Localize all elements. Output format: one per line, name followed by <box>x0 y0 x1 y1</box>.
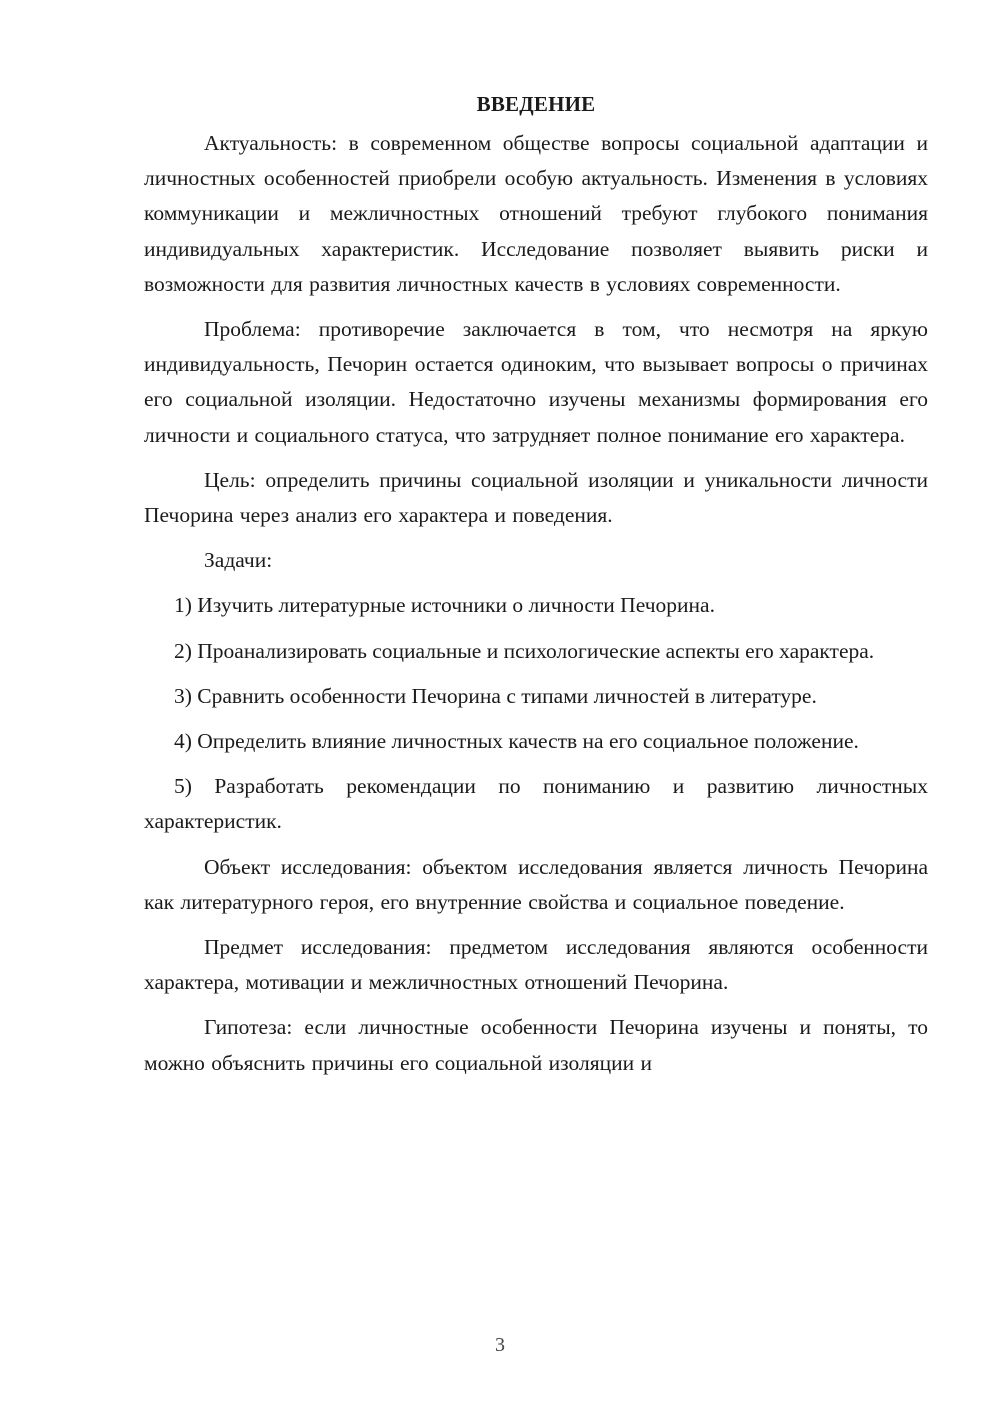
paragraph-relevance: Актуальность: в современном обществе вопросы социальной адаптации и личностных особенностей приобрели особую актуальность. Изменения в условиях коммуникации и межличностных отношений требуют глубокого понимания индивидуальных характеристик. Исследование позволяет выявить риски и возможности для развития личностных качеств в условиях современности. <box>144 131 928 296</box>
paragraph-hypothesis: Гипотеза: если личностные особенности Печорина изучены и поняты, то можно объяснить причины его социальной изоляции и <box>144 1015 928 1075</box>
task-item-1: 1) Изучить литературные источники о личности Печорина. <box>174 593 715 618</box>
page-content <box>144 88 928 1091</box>
paragraph-goal: Цель: определить причины социальной изоляции и уникальности личности Печорина через анализ его характера и поведения. <box>144 467 928 528</box>
section-heading: ВВЕДЕНИЕ <box>476 92 596 116</box>
paragraph-subject: Предмет исследования: предметом исследования являются особенности характера, мотивации и межличностных отношений Печорина. <box>144 935 928 995</box>
task-item-3: 3) Сравнить особенности Печорина с типами личностей в литературе. <box>174 683 817 708</box>
paragraph-object: Объект исследования: объектом исследования является личность Печорина как литературного героя, его внутренние свойства и социальное поведение. <box>144 854 928 914</box>
task-item-4: 4) Определить влияние личностных качеств на его социальное положение. <box>174 729 859 754</box>
page-number: 3 <box>495 1334 505 1356</box>
paragraph-problem: Проблема: противоречие заключается в том, что несмотря на яркую индивидуальность, Печорин остается одиноким, что вызывает вопросы о причинах его социальной изоляции. Недостаточно изучены механизмы формирования его личности и социального статуса, что затрудняет полное понимание его характера. <box>144 317 928 447</box>
task-item-5: 5) Разработать рекомендации по пониманию и развитию личностных характеристик. <box>144 774 928 834</box>
tasks-label: Задачи: <box>204 548 273 573</box>
task-item-2: 2) Проанализировать социальные и психологические аспекты его характера. <box>174 638 875 663</box>
